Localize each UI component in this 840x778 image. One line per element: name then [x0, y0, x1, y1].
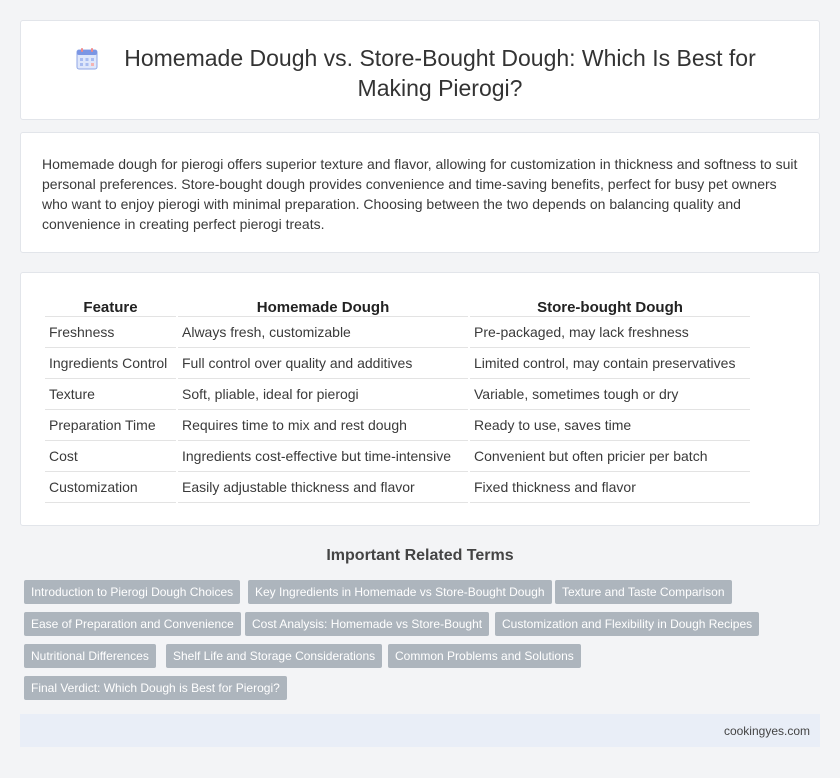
related-term-tag[interactable]: Ease of Preparation and Convenience	[24, 612, 241, 636]
table-row	[45, 441, 750, 472]
footer-site-link[interactable]: cookingyes.com	[723, 724, 810, 738]
cell-feature: Ingredients Control	[45, 348, 176, 379]
cell-store-bought: Fixed thickness and flavor	[470, 472, 750, 503]
related-term-tag[interactable]: Final Verdict: Which Dough is Best for Pierogi?	[24, 676, 287, 700]
cell-feature: Cost	[45, 441, 176, 472]
column-header-homemade: Homemade Dough	[178, 295, 468, 317]
table-header-row	[45, 295, 750, 317]
cell-store-bought: Pre-packaged, may lack freshness	[470, 317, 750, 348]
title-card	[20, 20, 820, 120]
table-row	[45, 348, 750, 379]
comparison-table	[43, 295, 752, 503]
cell-homemade: Requires time to mix and rest dough	[178, 410, 468, 441]
cell-homemade: Always fresh, customizable	[178, 317, 468, 348]
cell-store-bought: Convenient but often pricier per batch	[470, 441, 750, 472]
cell-homemade: Full control over quality and additives	[178, 348, 468, 379]
related-term-tag[interactable]: Customization and Flexibility in Dough Recipes	[495, 612, 759, 636]
related-term-tag[interactable]: Key Ingredients in Homemade vs Store-Bought Dough	[248, 580, 552, 604]
table-row	[45, 379, 750, 410]
related-term-tag[interactable]: Cost Analysis: Homemade vs Store-Bought	[245, 612, 489, 636]
related-term-tag[interactable]: Nutritional Differences	[24, 644, 156, 668]
cell-homemade: Easily adjustable thickness and flavor	[178, 472, 468, 503]
cell-homemade: Soft, pliable, ideal for pierogi	[178, 379, 468, 410]
cell-homemade: Ingredients cost-effective but time-intensive	[178, 441, 468, 472]
page-title: Homemade Dough vs. Store-Bought Dough: Which Is Best for Making Pierogi?	[124, 45, 756, 101]
cell-feature: Freshness	[45, 317, 176, 348]
cell-feature: Customization	[45, 472, 176, 503]
cell-feature: Preparation Time	[45, 410, 176, 441]
footer	[20, 714, 820, 747]
summary-text: Homemade dough for pierogi offers superior texture and flavor, allowing for customization in thickness and softness to suit personal preferences. Store-bought dough provides convenience and time-saving benefits, perfect for busy pet owners who want to enjoy pierogi with minimal preparation. Choosing between the two depends on balancing quality and convenience in creating perfect pierogi treats.	[42, 156, 798, 232]
related-terms-heading: Important Related Terms	[326, 547, 514, 564]
related-term-tag[interactable]: Texture and Taste Comparison	[555, 580, 732, 604]
cell-feature: Texture	[45, 379, 176, 410]
cell-store-bought: Limited control, may contain preservatives	[470, 348, 750, 379]
table-row	[45, 410, 750, 441]
table-row	[45, 317, 750, 348]
column-header-feature: Feature	[45, 295, 176, 317]
cell-store-bought: Variable, sometimes tough or dry	[470, 379, 750, 410]
cell-store-bought: Ready to use, saves time	[470, 410, 750, 441]
related-term-tag[interactable]: Common Problems and Solutions	[388, 644, 581, 668]
table-row	[45, 472, 750, 503]
summary-card	[20, 132, 820, 253]
related-term-tag[interactable]: Shelf Life and Storage Considerations	[166, 644, 382, 668]
related-term-tag[interactable]: Introduction to Pierogi Dough Choices	[24, 580, 240, 604]
comparison-card	[20, 272, 820, 526]
column-header-store-bought: Store-bought Dough	[470, 295, 750, 317]
